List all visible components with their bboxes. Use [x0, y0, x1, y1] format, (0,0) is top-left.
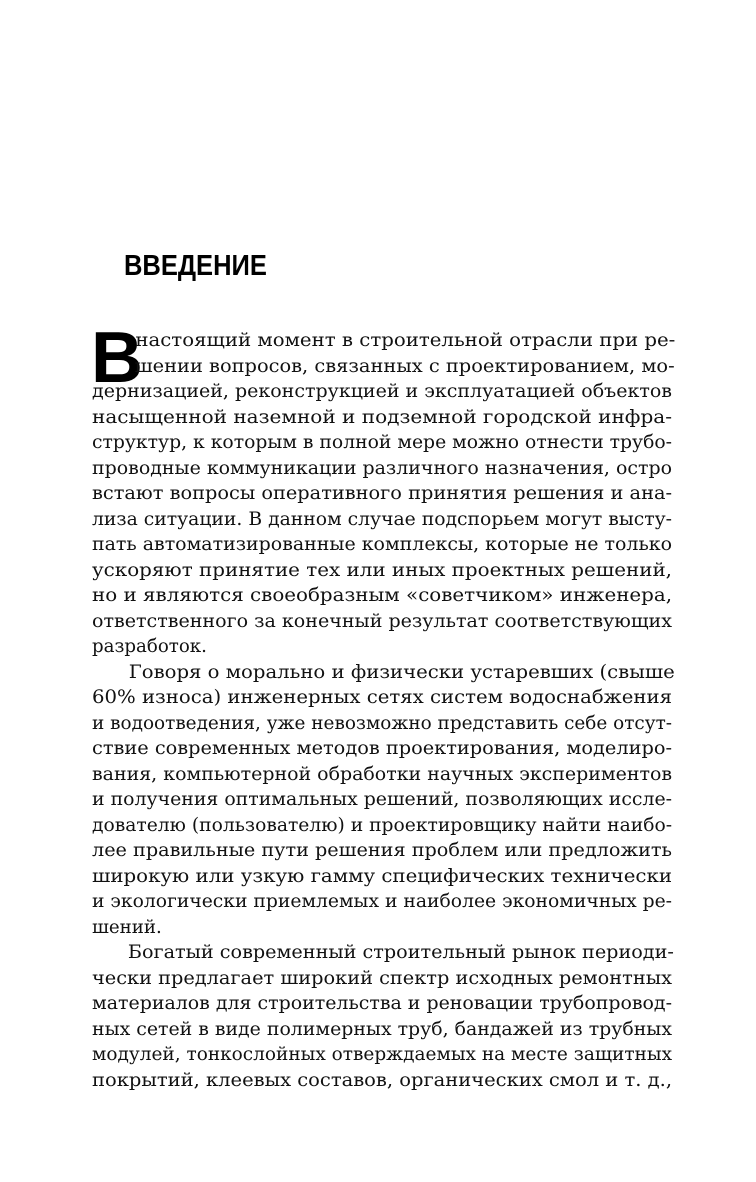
text-line: структур, к которым в полной мере можно отнести трубо- [92, 432, 673, 453]
text-line: покрытий, клеевых составов, органических смол и т. д., [92, 1069, 673, 1091]
text-line: лиза ситуации. В данном случае подспорьем могут высту- [92, 508, 672, 530]
text-line: и экологически приемлемых и наиболее экономичных ре- [92, 891, 673, 912]
text-line: разработок. [92, 636, 207, 657]
text-line: ствие современных методов проектирования, моделиро- [92, 738, 673, 759]
chapter-heading: ВВЕДЕНИЕ [124, 250, 267, 282]
text-line: дернизацией, реконструкцией и эксплуатацией объектов [92, 381, 672, 402]
text-line: шении вопросов, связанных с проектированием, мо- [134, 355, 675, 377]
text-line: ответственного за конечный результат соответствующих [92, 610, 673, 632]
text-line: шений. [92, 916, 162, 938]
text-line: модулей, тонкослойных отверждаемых на месте защитных [92, 1044, 672, 1065]
text-line: вания, компьютерной обработки научных экспериментов [92, 763, 673, 785]
text-line: но и являются своеобразным «советчиком» инженера, [92, 585, 673, 606]
text-line: и водоотведения, уже невозможно представить себе отсут- [92, 712, 673, 734]
text-line: материалов для строительства и реновации трубопровод- [92, 993, 672, 1014]
text-line: Говоря о морально и физически устаревших (свыше [128, 661, 675, 683]
text-line: Богатый современный строительный рынок периоди- [127, 942, 674, 963]
text-line: ных сетей в виде полимерных труб, бандажей из трубных [92, 1018, 672, 1040]
text-line: ускоряют принятие тех или иных проектных решений, [92, 559, 673, 581]
text-line: насыщенной наземной и подземной городской инфра- [92, 406, 673, 428]
drop-cap-letter: В [91, 318, 143, 398]
text-line: встают вопросы оперативного принятия решения и ана- [92, 483, 673, 504]
text-line: пать автоматизированные комплексы, которые не только [92, 534, 673, 555]
text-line: дователю (пользователю) и проектировщику найти наибо- [92, 814, 673, 836]
text-line: и получения оптимальных решений, позволяющих иссле- [92, 789, 673, 810]
text-line: настоящий момент в строительной отрасли при ре- [135, 330, 676, 351]
body-text [92, 328, 676, 1093]
text-line: широкую или узкую гамму специфических технически [92, 865, 673, 887]
text-line: чески предлагает широкий спектр исходных ремонтных [92, 967, 672, 989]
text-line: проводные коммуникации различного назначения, остро [92, 457, 673, 479]
text-line: 60% износа) инженерных сетях систем водоснабжения [92, 687, 673, 708]
text-line: лее правильные пути решения проблем или предложить [92, 840, 672, 861]
